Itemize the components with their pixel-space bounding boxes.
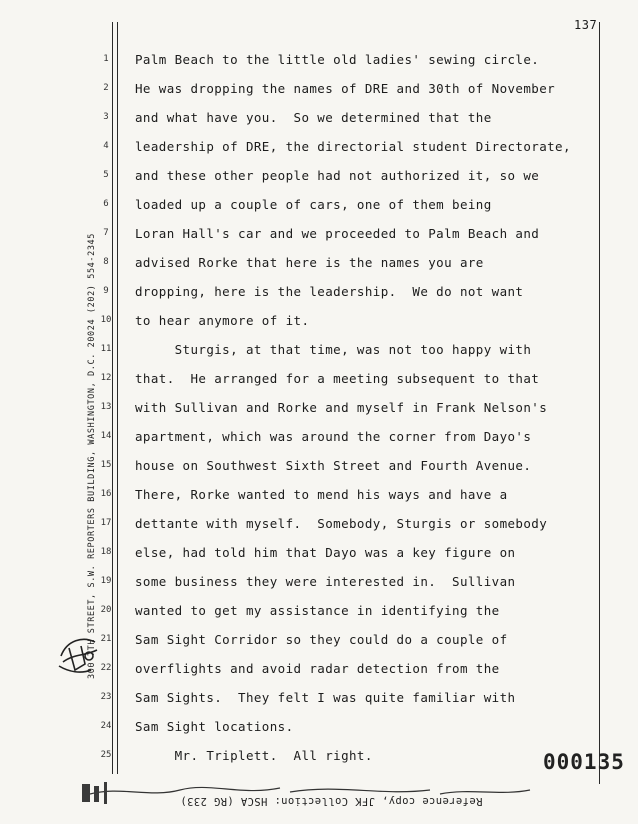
transcript-line: There, Rorke wanted to mend his ways and have a: [135, 487, 508, 502]
left-margin-rule-inner: [117, 22, 118, 774]
line-number: 5: [103, 170, 109, 180]
transcript-line: overflights and avoid radar detection from the: [135, 661, 500, 676]
page-number: 137: [574, 18, 598, 32]
right-margin-rule: [599, 22, 600, 784]
line-number: 12: [100, 373, 112, 383]
transcript-line: wanted to get my assistance in identifying the: [135, 603, 500, 618]
line-number: 22: [100, 663, 112, 673]
line-number: 23: [100, 692, 112, 702]
transcript-line: dropping, here is the leadership. We do not want: [135, 284, 524, 299]
line-number: 25: [100, 750, 112, 760]
transcript-line: Sam Sight locations.: [135, 719, 294, 734]
line-number: 16: [100, 489, 112, 499]
line-number: 4: [103, 141, 109, 151]
line-number: 14: [100, 431, 112, 441]
line-number: 2: [103, 83, 109, 93]
transcript-line: loaded up a couple of cars, one of them being: [135, 197, 492, 212]
line-number: 24: [100, 721, 112, 731]
transcript-line: house on Southwest Sixth Street and Fourth Avenue.: [135, 458, 532, 473]
transcript-line: apartment, which was around the corner from Dayo's: [135, 429, 532, 444]
transcript-line: He was dropping the names of DRE and 30th of November: [135, 81, 556, 96]
transcript-line: to hear anymore of it.: [135, 313, 310, 328]
left-margin-rule: [112, 22, 113, 774]
line-number: 11: [100, 344, 112, 354]
line-number: 17: [100, 518, 112, 528]
reporter-address: 300 7TH STREET, S.W. REPORTERS BUILDING, WASHINGTON, D.C. 20024 (202) 554-2345: [87, 233, 97, 679]
transcript-line: else, had told him that Dayo was a key figure on: [135, 545, 516, 560]
line-number: 7: [103, 228, 109, 238]
line-number: 20: [100, 605, 112, 615]
transcript-line: and these other people had not authorized it, so we: [135, 168, 540, 183]
transcript-line: Sam Sights. They felt I was quite familiar with: [135, 690, 516, 705]
transcript-line: leadership of DRE, the directorial student Directorate,: [135, 139, 571, 154]
transcript-line: and what have you. So we determined that the: [135, 110, 492, 125]
transcript-line: Loran Hall's car and we proceeded to Palm Beach and: [135, 226, 540, 241]
transcript-line: that. He arranged for a meeting subsequent to that: [135, 371, 540, 386]
line-number: 8: [103, 257, 109, 267]
line-number: 18: [100, 547, 112, 557]
line-number: 19: [100, 576, 112, 586]
transcript-line: Sturgis, at that time, was not too happy with: [135, 342, 532, 357]
transcript-line: Mr. Triplett. All right.: [135, 748, 373, 763]
line-number: 10: [100, 315, 112, 325]
transcript-line: Sam Sight Corridor so they could do a couple of: [135, 632, 508, 647]
line-number: 3: [103, 112, 109, 122]
transcript-line: Palm Beach to the little old ladies' sewing circle.: [135, 52, 540, 67]
transcript-line: with Sullivan and Rorke and myself in Frank Nelson's: [135, 400, 548, 415]
archive-footer: Reference copy, JFK Collection: HSCA (RG 233): [180, 795, 483, 807]
document-stamp-number: 000135: [543, 750, 625, 774]
line-number: 15: [100, 460, 112, 470]
line-number: 6: [103, 199, 109, 209]
reporter-logo-icon: [55, 626, 103, 682]
line-number: 13: [100, 402, 112, 412]
line-number: 9: [103, 286, 109, 296]
transcript-line: advised Rorke that here is the names you are: [135, 255, 484, 270]
line-number: 1: [103, 54, 109, 64]
transcript-line: dettante with myself. Somebody, Sturgis or somebody: [135, 516, 548, 531]
line-number: 21: [100, 634, 112, 644]
transcript-line: some business they were interested in. Sullivan: [135, 574, 516, 589]
